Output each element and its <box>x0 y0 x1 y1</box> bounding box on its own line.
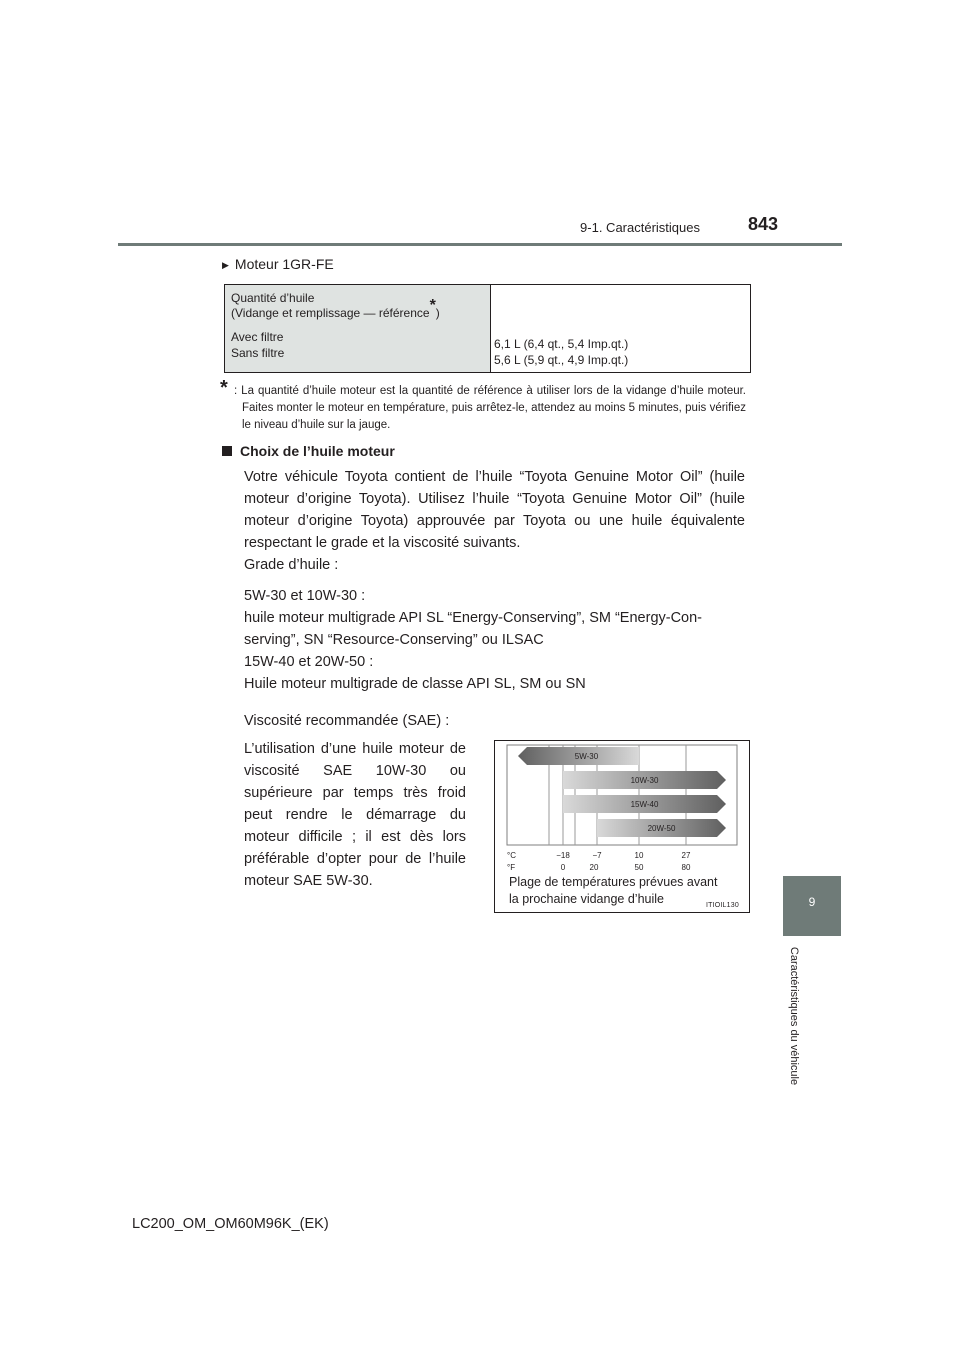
asterisk-marker: * <box>429 297 436 314</box>
celsius-tick-label: 10 <box>634 851 644 860</box>
fahrenheit-tick-label: 50 <box>634 863 644 872</box>
oil-table-header-line2: (Vidange et remplissage — référence*) <box>231 297 440 320</box>
chapter-number: 9 <box>808 895 816 909</box>
oil-table-header <box>225 285 490 329</box>
viscosity-bar-label: 20W-50 <box>647 824 676 833</box>
celsius-tick-label: −18 <box>556 851 570 860</box>
triangle-bullet-icon: ▶ <box>222 260 229 270</box>
header-rule <box>118 243 842 246</box>
chart-legend-line2: la prochaine vidange d’huile <box>509 892 664 906</box>
grade2-title: 15W-40 et 20W-50 : <box>244 654 374 670</box>
intro-paragraph: Votre véhicule Toyota contient de l’huile “Toyota Genuine Motor Oil” (huile moteur d’origine Toyota). Utilisez l’huile “Toyota Genuine Motor Oil” (huile moteur d’origine Toyota) approuvée par Toyota ou une huile équivalente respectant le grade et la viscosité suivants. <box>244 469 745 551</box>
celsius-unit-label: °C <box>507 851 516 860</box>
celsius-tick-label: −7 <box>592 851 602 860</box>
chart-legend-line1: Plage de températures prévues avant <box>509 875 718 889</box>
grade1-title: 5W-30 et 10W-30 : <box>244 588 366 604</box>
footnote-marker: * <box>220 377 228 399</box>
engine-heading <box>222 256 334 272</box>
section-heading <box>222 443 395 459</box>
viscosity-label: Viscosité recommandée (SAE) : <box>244 713 450 729</box>
oil-capacity-table <box>224 284 751 373</box>
oil-row-label: Avec filtre <box>231 330 284 344</box>
viscosity-bar-label: 10W-30 <box>630 776 659 785</box>
cold-note: L’utilisation d’une huile moteur de viscosité SAE 10W-30 ou supérieure par temps très froid peut rendre le démarrage du moteur difficile ; il est dès lors préférable d’opter pour de l’huile moteur SAE 5W-30. <box>244 741 466 889</box>
celsius-tick-label: 27 <box>681 851 691 860</box>
square-bullet-icon <box>222 446 232 456</box>
grade-label: Grade d’huile : <box>244 557 339 573</box>
oil-table-header-line1: Quantité d’huile <box>231 291 315 305</box>
viscosity-bar-label: 15W-40 <box>630 800 659 809</box>
grade1-line2: serving”, SN “Resource-Conserving” ou ILSAC <box>244 632 544 648</box>
footnote-text: : La quantité d’huile moteur est la quantité de référence à utiliser lors de la vidange d’huile moteur. Faites monter le moteur en température, puis arrêtez-le, attendez au moins 5 minutes, puis vérifiez le niveau d’huile sur la jauge. <box>234 385 746 431</box>
section-heading-text: Choix de l’huile moteur <box>240 443 395 459</box>
footnote <box>220 377 746 434</box>
model-code: LC200_OM_OM60M96K_(EK) <box>132 1216 329 1232</box>
chapter-label: Caractéristiques du véhicule <box>788 946 800 1086</box>
page-number: 843 <box>747 214 778 234</box>
fahrenheit-tick-label: 80 <box>681 863 691 872</box>
engine-heading-text: Moteur 1GR-FE <box>234 256 334 272</box>
oil-row-label: Sans filtre <box>231 346 285 360</box>
grade2-text: Huile moteur multigrade de classe API SL, SM ou SN <box>244 676 586 692</box>
oil-table-values <box>491 285 750 372</box>
chart-reference-code: ITIOIL130 <box>706 902 739 909</box>
section-title: 9-1. Caractéristiques <box>580 220 700 235</box>
oil-row-value: 6,1 L (6,4 qt., 5,4 Imp.qt.) <box>494 337 629 351</box>
grade1-line1: huile moteur multigrade API SL “Energy-Conserving”, SM “Energy-Con- <box>244 610 703 626</box>
oil-table-label-cell <box>225 285 491 373</box>
fahrenheit-tick-label: 20 <box>589 863 599 872</box>
oil-row-value: 5,6 L (5,9 qt., 4,9 Imp.qt.) <box>494 353 629 367</box>
fahrenheit-tick-label: 0 <box>560 863 566 872</box>
viscosity-bar-label: 5W-30 <box>574 752 599 761</box>
fahrenheit-unit-label: °F <box>507 863 516 872</box>
oil-table-value-cell <box>491 285 751 373</box>
oil-table-labels <box>225 329 490 365</box>
